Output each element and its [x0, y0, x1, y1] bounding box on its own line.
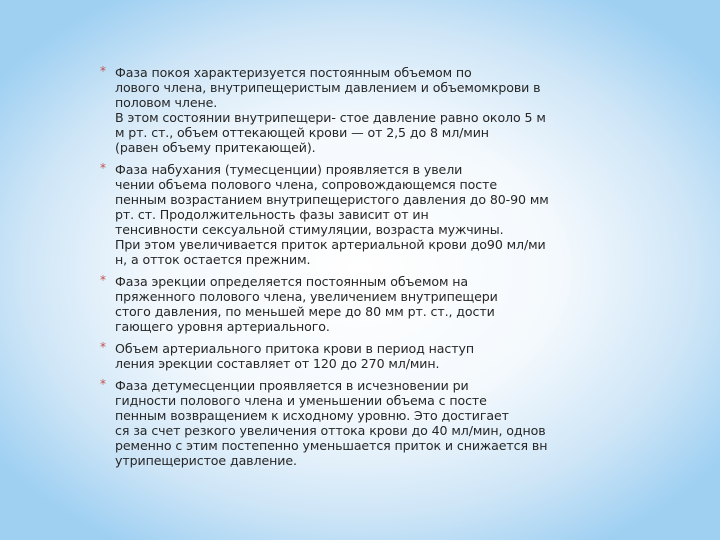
asterisk-bullet-icon: * — [100, 377, 106, 391]
bullet-paragraph — [100, 162, 600, 267]
asterisk-bullet-icon: * — [100, 340, 106, 354]
paragraph-text-line: Фаза набухания (тумесценции) проявляется в увели — [115, 162, 463, 177]
bullet-paragraph — [100, 341, 600, 371]
paragraph-text-line: половом члене. — [115, 95, 218, 110]
bullet-paragraph — [100, 65, 600, 155]
paragraph-text-line: рт. ст. Продолжительность фазы зависит от ин — [115, 207, 429, 222]
paragraph-text-line: ременно с этим постепенно уменьшается приток и снижается вн — [115, 438, 548, 453]
paragraph-text-line: Объем артериального притока крови в период наступ — [115, 341, 474, 356]
paragraph-text-line: пенным возрастанием внутрипещеристого давления до 80-90 мм — [115, 192, 549, 207]
paragraph-text-line: Фаза покоя характеризуется постоянным объемом по — [115, 65, 472, 80]
asterisk-bullet-icon: * — [100, 161, 106, 175]
paragraph-text-line: лового члена, внутрипещеристым давлением и объемомкрови в — [115, 80, 541, 95]
paragraph-text-line: тенсивности сексуальной стимуляции, возраста мужчины. — [115, 222, 504, 237]
bullet-paragraph — [100, 274, 600, 334]
paragraph-text-line: гидности полового члена и уменьшении объема с посте — [115, 393, 487, 408]
paragraph-text-line: (равен объему притекающей). — [115, 140, 316, 155]
asterisk-bullet-icon: * — [100, 64, 106, 78]
paragraph-text-line: Фаза эрекции определяется постоянным объемом на — [115, 274, 469, 289]
bullet-paragraph — [100, 378, 600, 468]
paragraph-text-line: чении объема полового члена, сопровождающемся посте — [115, 177, 497, 192]
paragraph-text-line: пенным возвращением к исходному уровню. Это достигает — [115, 408, 509, 423]
paragraph-text-line: пряженного полового члена, увеличением внутрипещери — [115, 289, 498, 304]
paragraph-text-line: При этом увеличивается приток артериальной крови до90 мл/ми — [115, 237, 546, 252]
paragraph-text-line: гающего уровня артериального. — [115, 319, 330, 334]
paragraph-text-line: В этом состоянии внутрипещери- стое давление равно около 5 м — [115, 110, 546, 125]
paragraph-text-line: стого давления, по меньшей мере до 80 мм рт. ст., дости — [115, 304, 495, 319]
asterisk-bullet-icon: * — [100, 273, 106, 287]
paragraph-text-line: м рт. ст., объем оттекающей крови — от 2,5 до 8 мл/мин — [115, 125, 489, 140]
paragraph-text-line: н, а отток остается прежним. — [115, 252, 311, 267]
paragraph-text-line: ся за счет резкого увеличения оттока крови до 40 мл/мин, однов — [115, 423, 546, 438]
paragraph-text-line: ления эрекции составляет от 120 до 270 мл/мин. — [115, 356, 440, 371]
paragraph-text-line: утрипещеристое давление. — [115, 453, 297, 468]
bullet-list — [100, 65, 600, 475]
paragraph-text-line: Фаза детумесценции проявляется в исчезновении ри — [115, 378, 469, 393]
